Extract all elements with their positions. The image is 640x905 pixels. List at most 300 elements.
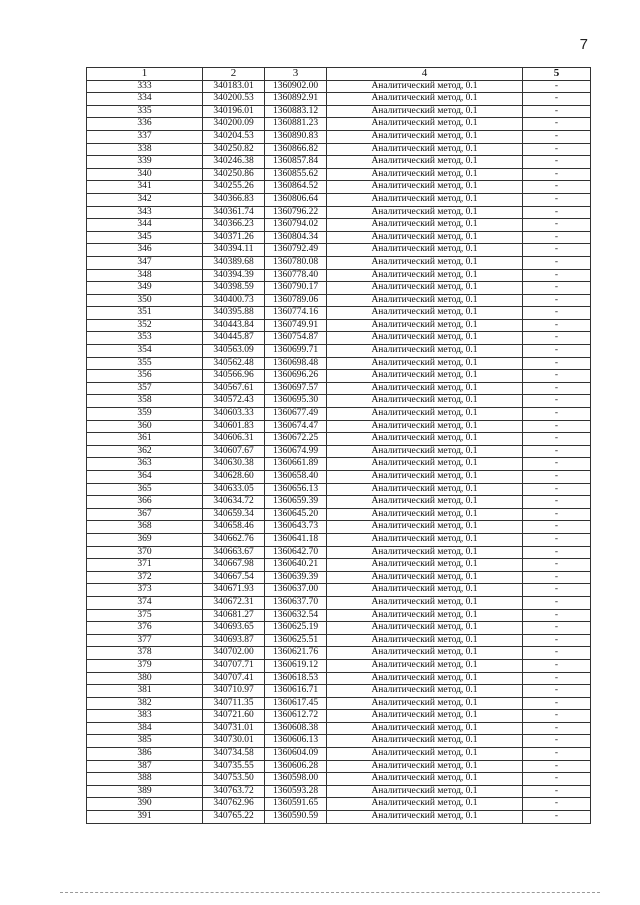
table-cell: - [523,256,591,269]
table-row [87,282,591,295]
table-cell: 340662.76 [203,533,265,546]
table-cell: 1360699.71 [265,345,327,358]
table-cell: 340753.50 [203,773,265,786]
table-row [87,93,591,106]
table-cell: Аналитический метод, 0.1 [327,496,523,509]
table-cell: Аналитический метод, 0.1 [327,143,523,156]
table-cell: 1360625.51 [265,634,327,647]
table-cell: Аналитический метод, 0.1 [327,345,523,358]
table-cell: Аналитический метод, 0.1 [327,395,523,408]
table-cell: Аналитический метод, 0.1 [327,798,523,811]
table-row [87,622,591,635]
table-cell: - [523,433,591,446]
table-cell: Аналитический метод, 0.1 [327,181,523,194]
table-cell: 1360780.08 [265,256,327,269]
table-cell: Аналитический метод, 0.1 [327,231,523,244]
table-cell: - [523,647,591,660]
table-cell: 340630.38 [203,458,265,471]
table-cell: 340562.48 [203,357,265,370]
table-cell: Аналитический метод, 0.1 [327,748,523,761]
table-row [87,156,591,169]
table-cell: 1360774.16 [265,307,327,320]
table-cell: 1360698.48 [265,357,327,370]
table-row [87,559,591,572]
table-cell: 337 [87,130,203,143]
table-cell: Аналитический метод, 0.1 [327,483,523,496]
table-row [87,609,591,622]
table-cell: 340707.71 [203,659,265,672]
table-cell: Аналитический метод, 0.1 [327,521,523,534]
table-cell: Аналитический метод, 0.1 [327,697,523,710]
table-cell: 355 [87,357,203,370]
table-cell: 1360754.87 [265,332,327,345]
table-cell: 1360881.23 [265,118,327,131]
table-cell: 347 [87,256,203,269]
table-cell: 340398.59 [203,282,265,295]
table-cell: 340667.98 [203,559,265,572]
table-cell: 340681.27 [203,609,265,622]
table-cell: 1360637.70 [265,596,327,609]
table-row [87,546,591,559]
table-cell: - [523,748,591,761]
table-cell: 1360637.00 [265,584,327,597]
table-cell: - [523,773,591,786]
table-row [87,647,591,660]
table-cell: 338 [87,143,203,156]
table-cell: - [523,219,591,232]
table-row [87,521,591,534]
table-cell: - [523,785,591,798]
table-cell: 340250.82 [203,143,265,156]
table-cell: 1360674.47 [265,420,327,433]
table-cell: - [523,760,591,773]
table-cell: 335 [87,105,203,118]
table-cell: 1360619.12 [265,659,327,672]
table-cell: - [523,521,591,534]
table-cell: - [523,168,591,181]
table-cell: - [523,181,591,194]
table-row [87,307,591,320]
table-cell: 340730.01 [203,735,265,748]
table-cell: - [523,685,591,698]
table-cell: 1360593.28 [265,785,327,798]
table-cell: Аналитический метод, 0.1 [327,811,523,824]
table-cell: Аналитический метод, 0.1 [327,634,523,647]
table-cell: Аналитический метод, 0.1 [327,370,523,383]
table-cell: Аналитический метод, 0.1 [327,105,523,118]
table-cell: Аналитический метод, 0.1 [327,206,523,219]
table-row [87,471,591,484]
table-cell: 340394.39 [203,269,265,282]
table-cell: Аналитический метод, 0.1 [327,294,523,307]
table-row [87,332,591,345]
table-cell: 371 [87,559,203,572]
table-cell: 340765.22 [203,811,265,824]
table-cell: - [523,508,591,521]
table-cell: 340204.53 [203,130,265,143]
table-cell: 340395.88 [203,307,265,320]
table-cell: - [523,420,591,433]
table-row [87,785,591,798]
table-cell: 1360883.12 [265,105,327,118]
table-cell: Аналитический метод, 0.1 [327,773,523,786]
table-row [87,420,591,433]
table-cell: 385 [87,735,203,748]
table-cell: 340607.67 [203,445,265,458]
table-cell: 340572.43 [203,395,265,408]
table-cell: 1360892.91 [265,93,327,106]
table-cell: 340659.34 [203,508,265,521]
table-cell: Аналитический метод, 0.1 [327,193,523,206]
table-cell: 356 [87,370,203,383]
table-row [87,672,591,685]
table-cell: 348 [87,269,203,282]
table-cell: - [523,609,591,622]
table-cell: - [523,710,591,723]
table-cell: 340711.35 [203,697,265,710]
table-cell: 340633.05 [203,483,265,496]
table-cell: 1360806.64 [265,193,327,206]
table-cell: 340663.67 [203,546,265,559]
table-cell: 1360794.02 [265,219,327,232]
table-cell: Аналитический метод, 0.1 [327,408,523,421]
table-cell: 1360672.25 [265,433,327,446]
table-cell: - [523,370,591,383]
table-cell: 346 [87,244,203,257]
table-cell: 376 [87,622,203,635]
table-row [87,118,591,131]
table-cell: 353 [87,332,203,345]
table-cell: 1360590.59 [265,811,327,824]
table-cell: 340731.01 [203,722,265,735]
table-row [87,408,591,421]
table-row [87,697,591,710]
table-row [87,168,591,181]
table-cell: 365 [87,483,203,496]
table-cell: - [523,722,591,735]
table-cell: - [523,357,591,370]
table-cell: 369 [87,533,203,546]
table-cell: - [523,408,591,421]
table-cell: Аналитический метод, 0.1 [327,659,523,672]
table-cell: 373 [87,584,203,597]
table-cell: 359 [87,408,203,421]
table-cell: Аналитический метод, 0.1 [327,584,523,597]
table-cell: 363 [87,458,203,471]
table-cell: 1360640.21 [265,559,327,572]
table-row [87,760,591,773]
table-cell: 1360632.54 [265,609,327,622]
table-cell: Аналитический метод, 0.1 [327,168,523,181]
table-row [87,710,591,723]
table-cell: 340671.93 [203,584,265,597]
table-cell: Аналитический метод, 0.1 [327,282,523,295]
table-cell: - [523,206,591,219]
table-cell: 1360645.20 [265,508,327,521]
table-cell: 340702.00 [203,647,265,660]
table-cell: - [523,546,591,559]
table-cell: - [523,798,591,811]
table-cell: 349 [87,282,203,295]
table-cell: 340250.86 [203,168,265,181]
table-cell: 340394.11 [203,244,265,257]
table-cell: - [523,118,591,131]
table-cell: Аналитический метод, 0.1 [327,307,523,320]
table-cell: 388 [87,773,203,786]
table-cell: Аналитический метод, 0.1 [327,760,523,773]
table-row [87,748,591,761]
table-cell: Аналитический метод, 0.1 [327,93,523,106]
table-cell: - [523,93,591,106]
table-cell: - [523,571,591,584]
table-cell: 390 [87,798,203,811]
table-cell: 340445.87 [203,332,265,345]
table-cell: Аналитический метод, 0.1 [327,319,523,332]
table-row [87,722,591,735]
table-row [87,345,591,358]
table-cell: 1360890.83 [265,130,327,143]
table-cell: 1360621.76 [265,647,327,660]
table-cell: 340389.68 [203,256,265,269]
table-cell: 1360866.82 [265,143,327,156]
table-cell: Аналитический метод, 0.1 [327,130,523,143]
coordinates-table [86,67,591,824]
table-row [87,231,591,244]
table-cell: 340763.72 [203,785,265,798]
table-cell: 1360604.09 [265,748,327,761]
table-cell: 340563.09 [203,345,265,358]
table-cell: 1360608.38 [265,722,327,735]
table-cell: 1360591.65 [265,798,327,811]
table-cell: 389 [87,785,203,798]
table-cell: 372 [87,571,203,584]
table-cell: 340628.60 [203,471,265,484]
table-cell: Аналитический метод, 0.1 [327,420,523,433]
table-row [87,571,591,584]
table-cell: 340634.72 [203,496,265,509]
table-row [87,370,591,383]
table-cell: 1360697.57 [265,382,327,395]
table-cell: 375 [87,609,203,622]
table-cell: 340658.46 [203,521,265,534]
table-cell: Аналитический метод, 0.1 [327,672,523,685]
table-cell: Аналитический метод, 0.1 [327,609,523,622]
table-cell: 343 [87,206,203,219]
table-cell: 382 [87,697,203,710]
table-cell: Аналитический метод, 0.1 [327,219,523,232]
table-cell: - [523,269,591,282]
table-row [87,319,591,332]
table-cell: - [523,483,591,496]
table-cell: 350 [87,294,203,307]
table-row [87,105,591,118]
table-cell: 366 [87,496,203,509]
column-header: 4 [327,68,523,81]
table-cell: 340693.87 [203,634,265,647]
table-cell: - [523,244,591,257]
table-cell: - [523,143,591,156]
table-row [87,80,591,93]
table-cell: 1360857.84 [265,156,327,169]
table-cell: 341 [87,181,203,194]
column-header: 1 [87,68,203,81]
table-cell: - [523,382,591,395]
table-cell: Аналитический метод, 0.1 [327,785,523,798]
table-cell: - [523,458,591,471]
table-cell: 340443.84 [203,319,265,332]
table-cell: - [523,659,591,672]
table-cell: 1360641.18 [265,533,327,546]
table-cell: 361 [87,433,203,446]
table-cell: 340366.83 [203,193,265,206]
table-cell: Аналитический метод, 0.1 [327,533,523,546]
column-header: 5 [523,68,591,81]
table-row [87,382,591,395]
table-cell: - [523,395,591,408]
table-cell: 345 [87,231,203,244]
table-cell: 1360606.13 [265,735,327,748]
table-cell: - [523,811,591,824]
table-cell: 351 [87,307,203,320]
table-cell: Аналитический метод, 0.1 [327,508,523,521]
table-row [87,193,591,206]
table-cell: 340721.60 [203,710,265,723]
table-cell: Аналитический метод, 0.1 [327,710,523,723]
table-cell: 340735.55 [203,760,265,773]
table-cell: Аналитический метод, 0.1 [327,471,523,484]
table-body [87,80,591,823]
table-cell: Аналитический метод, 0.1 [327,722,523,735]
table-cell: - [523,634,591,647]
table-cell: - [523,471,591,484]
table-cell: 340762.96 [203,798,265,811]
table-cell: Аналитический метод, 0.1 [327,445,523,458]
table-cell: 362 [87,445,203,458]
table-cell: 1360804.34 [265,231,327,244]
table-cell: - [523,672,591,685]
table-cell: Аналитический метод, 0.1 [327,546,523,559]
table-row [87,659,591,672]
table-row [87,433,591,446]
table-cell: 384 [87,722,203,735]
table-cell: 1360778.40 [265,269,327,282]
table-cell: 340 [87,168,203,181]
table-cell: 342 [87,193,203,206]
table-cell: 333 [87,80,203,93]
table-cell: 340567.61 [203,382,265,395]
table-cell: 340371.26 [203,231,265,244]
table-cell: 1360639.39 [265,571,327,584]
table-cell: Аналитический метод, 0.1 [327,80,523,93]
table-row [87,496,591,509]
table-cell: 380 [87,672,203,685]
table-cell: - [523,533,591,546]
table-cell: 340366.23 [203,219,265,232]
table-cell: 340566.96 [203,370,265,383]
page-number: 7 [579,36,588,53]
table-cell: 1360792.49 [265,244,327,257]
table-cell: Аналитический метод, 0.1 [327,685,523,698]
table-row [87,811,591,824]
table-cell: 339 [87,156,203,169]
table-row [87,634,591,647]
table-cell: Аналитический метод, 0.1 [327,458,523,471]
table-cell: 1360598.00 [265,773,327,786]
table-cell: - [523,319,591,332]
table-cell: 1360790.17 [265,282,327,295]
table-cell: 1360855.62 [265,168,327,181]
table-cell: 1360695.30 [265,395,327,408]
table-row [87,533,591,546]
table-cell: - [523,282,591,295]
table-cell: - [523,130,591,143]
table-row [87,219,591,232]
table-cell: 340672.31 [203,596,265,609]
table-cell: 344 [87,219,203,232]
table-cell: Аналитический метод, 0.1 [327,269,523,282]
table-cell: - [523,697,591,710]
table-cell: 1360642.70 [265,546,327,559]
table-cell: Аналитический метод, 0.1 [327,332,523,345]
table-row [87,483,591,496]
table-cell: 340601.83 [203,420,265,433]
table-cell: 340606.31 [203,433,265,446]
table-cell: 340707.41 [203,672,265,685]
table-cell: 1360618.53 [265,672,327,685]
table-cell: Аналитический метод, 0.1 [327,647,523,660]
table-cell: 387 [87,760,203,773]
table-cell: 354 [87,345,203,358]
footer-rule [60,892,600,893]
table-cell: 367 [87,508,203,521]
table-cell: - [523,735,591,748]
table-cell: 340183.01 [203,80,265,93]
table-row [87,130,591,143]
table-cell: 378 [87,647,203,660]
table-cell: 1360749.91 [265,319,327,332]
table-cell: - [523,80,591,93]
table-cell: 340361.74 [203,206,265,219]
table-cell: 1360864.52 [265,181,327,194]
table-cell: - [523,496,591,509]
table-cell: Аналитический метод, 0.1 [327,735,523,748]
table-row [87,181,591,194]
table-row [87,206,591,219]
table-cell: 1360658.40 [265,471,327,484]
table-row [87,357,591,370]
table-row [87,143,591,156]
table-cell: Аналитический метод, 0.1 [327,559,523,572]
table-cell: - [523,231,591,244]
table-cell: 340603.33 [203,408,265,421]
table-cell: 1360677.49 [265,408,327,421]
table-cell: - [523,294,591,307]
table-cell: 340667.54 [203,571,265,584]
table-cell: 340200.53 [203,93,265,106]
table-cell: - [523,345,591,358]
table-cell: - [523,596,591,609]
table-cell: 340734.58 [203,748,265,761]
table-row [87,508,591,521]
table-cell: - [523,584,591,597]
table-cell: Аналитический метод, 0.1 [327,622,523,635]
table-cell: 377 [87,634,203,647]
table-header-row [87,68,591,81]
table-row [87,294,591,307]
table-cell: 1360674.99 [265,445,327,458]
table-cell: 374 [87,596,203,609]
table-cell: 336 [87,118,203,131]
